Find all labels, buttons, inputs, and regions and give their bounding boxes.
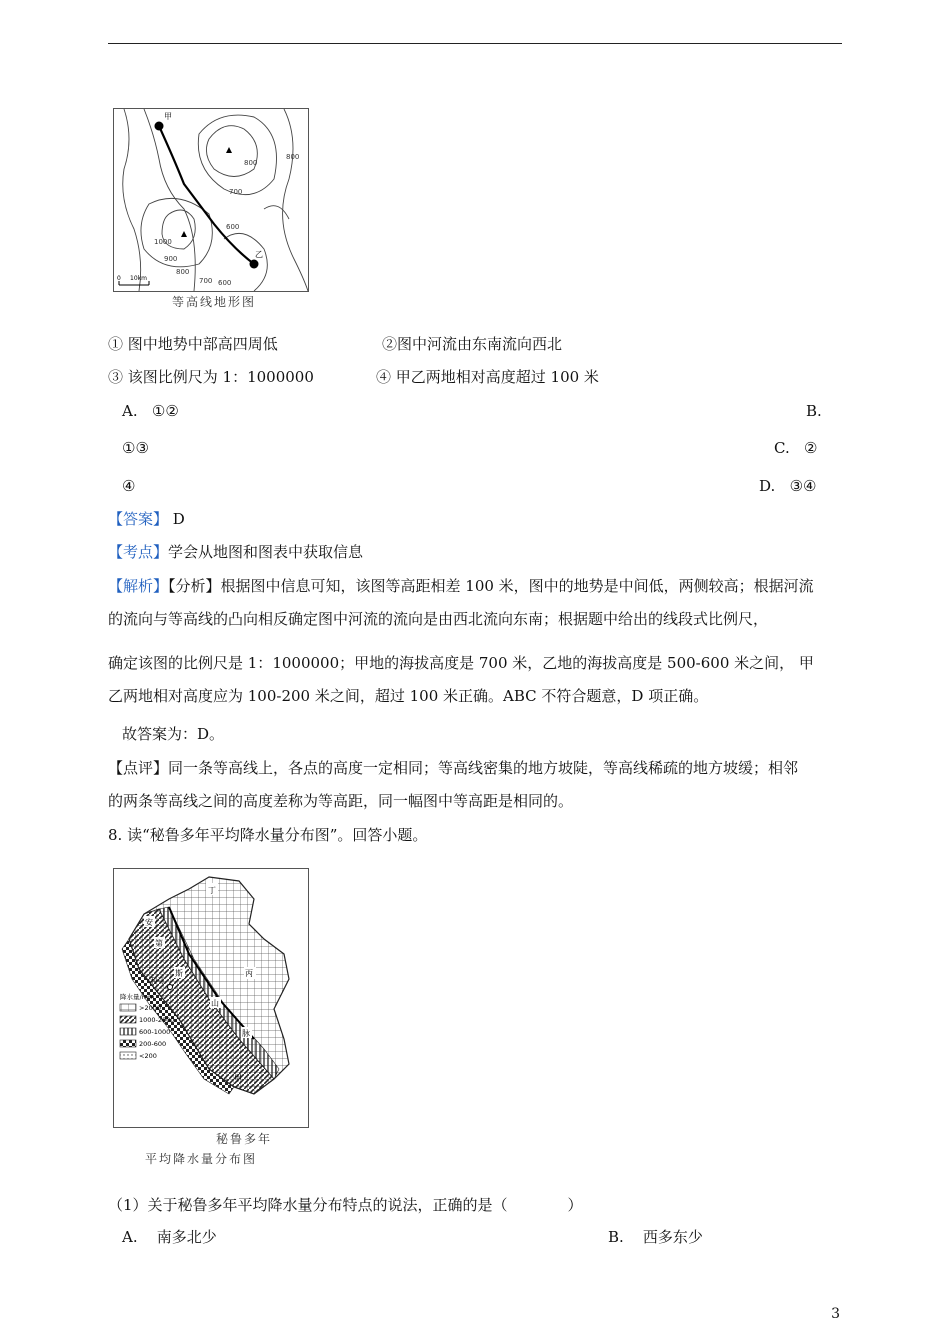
option-a-label: A.	[122, 402, 138, 420]
lima-label: 利马	[150, 977, 164, 985]
shan-label: 山	[211, 999, 219, 1008]
peru-map-caption-2: 平均降水量分布图	[145, 1152, 258, 1166]
contour-label: 800	[244, 159, 258, 167]
legend-title: 降水量/mm	[120, 993, 155, 1001]
contour-label: 800	[176, 268, 190, 276]
legend-item: >2000	[139, 1004, 161, 1012]
jiexi-text-1: 【分析】根据图中信息可知，该图等高距相差 100 米，图中的地势是中间低，两侧较高；根据河流	[168, 577, 814, 595]
mai-label: 脉	[242, 1029, 250, 1038]
header-rule	[108, 43, 842, 44]
contour-label: 700	[199, 277, 213, 285]
dianping-line-1: 【点评】同一条等高线上，各点的高度一定相同；等高线密集的地方坡陡，等高线稀疏的地方坡缓；相邻	[108, 759, 799, 777]
page-number: 3	[831, 1306, 840, 1322]
answer-value: D	[172, 510, 185, 528]
option-b-text: ①③	[122, 439, 149, 457]
legend-item: 600-1000	[139, 1028, 171, 1036]
contour-label: 700	[229, 188, 243, 196]
yi-label: 乙	[255, 250, 263, 259]
kaodian-text: 学会从地图和图表中获取信息	[168, 543, 364, 561]
legend-item: 200-600	[139, 1040, 167, 1048]
jiexi-line-3: 确定该图的比例尺是 1：1000000；甲地的海拔高度是 700 米，乙地的海拔高度是 500-600 米之间， 甲	[108, 654, 814, 672]
answer-tag: 【答案】	[108, 510, 169, 528]
contour-label: 1000	[154, 238, 172, 246]
scale-zero: 0	[117, 275, 121, 282]
jia-label-peru: 甲	[234, 1074, 242, 1083]
contour-label: 600	[226, 223, 240, 231]
jia-label: 甲	[164, 112, 172, 121]
peru-map	[113, 868, 309, 1128]
contour-label: 600	[218, 279, 232, 287]
peru-map-caption-1: 秘鲁多年	[216, 1132, 273, 1146]
q8-option-b[interactable]	[608, 1228, 703, 1246]
statement-3: ③ 该图比例尺为 1：1000000	[108, 368, 314, 386]
q8-option-a[interactable]	[122, 1228, 217, 1246]
jiexi-line-2: 的流向与等高线的凸向相反确定图中河流的流向是由西北流向东南；根据题中给出的线段式比例尺，	[108, 610, 769, 628]
bing-label: 丙	[245, 969, 253, 978]
dianping-line-2: 的两条等高线之间的高度差称为等高距，同一幅图中等高距是相同的。	[108, 792, 574, 810]
option-a[interactable]	[122, 402, 179, 420]
si-label: 斯	[175, 969, 183, 978]
q8-title: 8. 读“秘鲁多年平均降水量分布图”。回答小题。	[108, 826, 428, 844]
option-d-label: D.	[759, 477, 776, 495]
di-label: 第	[155, 939, 163, 948]
option-a-text: ①②	[151, 402, 179, 420]
option-c-text: ②	[804, 439, 818, 457]
contour-map-svg	[114, 109, 308, 291]
contour-map	[113, 108, 309, 292]
contour-label: 900	[164, 255, 178, 263]
kaodian	[108, 543, 363, 561]
option-b-label[interactable]: B.	[806, 402, 822, 420]
jiexi-line-1	[108, 577, 814, 595]
an-label: 安	[145, 918, 153, 927]
option-d-text: ③④	[789, 477, 817, 495]
contour-label: 800	[286, 153, 300, 161]
scale-bar	[117, 275, 149, 285]
option-d[interactable]	[759, 477, 816, 495]
peru-map-svg	[114, 869, 308, 1127]
q8-option-b-text: 西多东少	[642, 1228, 703, 1246]
q8-option-a-label: A.	[122, 1228, 138, 1246]
scale-label: 10km	[130, 275, 147, 282]
jiexi-tag: 【解析】	[108, 577, 169, 595]
statement-1: ① 图中地势中部高四周低	[108, 335, 278, 353]
ding-label: 丁	[208, 886, 216, 895]
legend-item: 1000-2000	[139, 1016, 175, 1024]
option-c-text-cont: ④	[122, 477, 136, 495]
statement-2: ②图中河流由东南流向西北	[382, 335, 563, 353]
answer	[108, 510, 185, 528]
contour-map-caption: 等高线地形图	[172, 295, 257, 309]
option-c[interactable]	[774, 439, 817, 457]
statement-4: ④ 甲乙两地相对高度超过 100 米	[376, 368, 599, 386]
q8-option-a-text: 南多北少	[156, 1228, 217, 1246]
jiexi-line-5: 故答案为：D。	[122, 725, 225, 743]
q8-sub1: （1）关于秘鲁多年平均降水量分布特点的说法，正确的是（ ）	[108, 1196, 583, 1214]
legend-item: <200	[139, 1052, 157, 1060]
option-c-label: C.	[774, 439, 790, 457]
kaodian-tag: 【考点】	[108, 543, 169, 561]
jiexi-line-4: 乙两地相对高度应为 100-200 米之间，超过 100 米正确。ABC 不符合题意，D 项正确。	[108, 687, 709, 705]
q8-option-b-label: B.	[608, 1228, 624, 1246]
